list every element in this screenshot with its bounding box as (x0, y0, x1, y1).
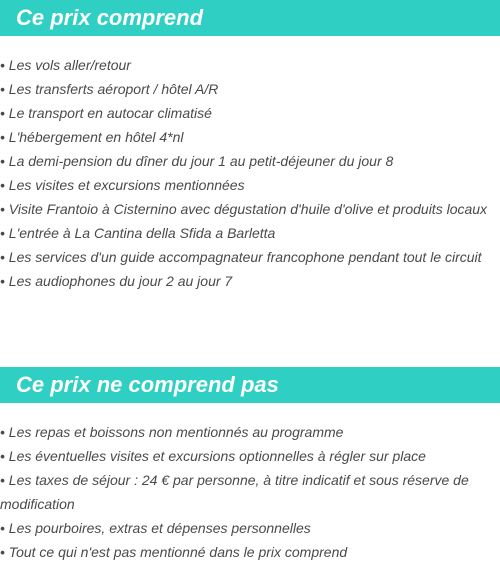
list-item-text: La demi-pension du dîner du jour 1 au petit-déjeuner du jour 8 (8, 153, 394, 169)
section-title-excludes: Ce prix ne comprend pas (16, 372, 279, 397)
bullet-icon: • (0, 129, 5, 145)
list-item (0, 221, 496, 245)
bullet-icon: • (0, 177, 5, 193)
list-item-text: Les transferts aéroport / hôtel A/R (8, 81, 219, 97)
bullet-icon: • (0, 448, 5, 464)
list-item-text: Tout ce qui n'est pas mentionné dans le prix comprend (8, 544, 348, 560)
list-item-text: Les visites et excursions mentionnées (8, 177, 245, 193)
list-item (0, 245, 496, 269)
list-item (0, 540, 496, 564)
list-item (0, 77, 496, 101)
bullet-icon: • (0, 153, 5, 169)
list-item (0, 125, 496, 149)
list-item (0, 468, 496, 516)
list-item-text: Les vols aller/retour (8, 57, 131, 73)
includes-list (0, 53, 496, 293)
bullet-icon: • (0, 225, 5, 241)
bullet-icon: • (0, 201, 5, 217)
list-item (0, 197, 496, 221)
list-item (0, 269, 496, 293)
list-item (0, 149, 496, 173)
list-item (0, 101, 496, 125)
list-item (0, 516, 496, 540)
section-title-includes: Ce prix comprend (16, 5, 204, 30)
bullet-icon: • (0, 105, 5, 121)
list-item (0, 420, 496, 444)
bullet-icon: • (0, 81, 5, 97)
list-item-text: L'entrée à La Cantina della Sfida a Barletta (8, 225, 276, 241)
list-item-text: Le transport en autocar climatisé (8, 105, 212, 121)
section-header-includes (0, 0, 500, 36)
bullet-icon: • (0, 544, 5, 560)
list-item (0, 444, 496, 468)
bullet-icon: • (0, 273, 5, 289)
bullet-icon: • (0, 520, 5, 536)
section-header-excludes (0, 367, 500, 403)
list-item-text: Les services d'un guide accompagnateur francophone pendant tout le circuit (8, 249, 482, 265)
bullet-icon: • (0, 424, 5, 440)
list-item-text: Les pourboires, extras et dépenses personnelles (8, 520, 311, 536)
list-item (0, 173, 496, 197)
list-item-text: L'hébergement en hôtel 4*nl (8, 129, 184, 145)
list-item-text: Visite Frantoio à Cisternino avec dégustation d'huile d'olive et produits locaux (8, 201, 488, 217)
bullet-icon: • (0, 57, 5, 73)
list-item-text: Les audiophones du jour 2 au jour 7 (8, 273, 233, 289)
bullet-icon: • (0, 472, 5, 488)
list-item (0, 53, 496, 77)
list-item-text: Les taxes de séjour : 24 € par personne, à titre indicatif et sous réserve de modification (0, 472, 469, 512)
list-item-text: Les repas et boissons non mentionnés au programme (8, 424, 344, 440)
list-item-text: Les éventuelles visites et excursions optionnelles à régler sur place (8, 448, 426, 464)
bullet-icon: • (0, 249, 5, 265)
excludes-list (0, 420, 496, 564)
